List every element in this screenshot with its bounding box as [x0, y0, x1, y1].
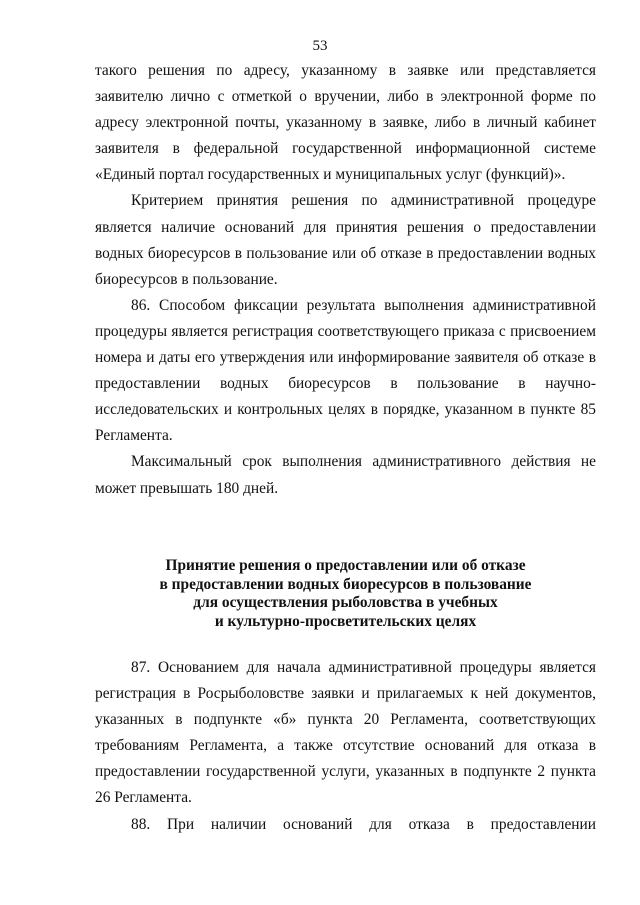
paragraph-88: 88. При наличии оснований для отказа в предоставлении	[131, 815, 596, 833]
heading-line: для осуществления рыболовства в учебных	[193, 594, 498, 611]
heading-line: в предоставлении водных биоресурсов в пользование	[159, 575, 532, 593]
section-heading	[95, 557, 596, 631]
page-number: 53	[312, 38, 328, 54]
heading-line: Принятие решения о предоставлении или об отказе	[165, 557, 526, 574]
text-block-bottom	[95, 655, 596, 838]
paragraph-continuation: такого решения по адресу, указанному в заявке или представляется заявителю лично с отметкой о вручении, либо в электронной форме по адресу электронной почты, указанному в заявке, либо в личный кабинет заявителя в федеральной государственной информационной системе «Единый портал государственных и муниципальных услуг (функций)».	[95, 62, 596, 184]
paragraph-criterion: Критерием принятия решения по административной процедуре является наличие оснований для принятия решения о предоставлении водных биоресурсов в пользование или об отказе в предоставлении водных биоресурсов в пользование.	[95, 192, 596, 288]
heading-line: и культурно-просветительских целях	[214, 612, 477, 630]
paragraph-max-term: Максимальный срок выполнения административного действия не может превышать 180 дней.	[95, 453, 596, 497]
text-block-top	[95, 58, 596, 502]
paragraph-86: 86. Способом фиксации результата выполнения административной процедуры является регистрация соответствующего приказа с присвоением номера и даты его утверждения или информирование заявителя об отказе в предоставлении водных биоресурсов в пользование в научно-исследовательских и контрольных целях в порядке, указанном в пункте 85 Регламента.	[95, 296, 596, 445]
paragraph-87: 87. Основанием для начала административной процедуры является регистрация в Росрыболовстве заявки и прилагаемых к ней документов, указанных в подпункте «б» пункта 20 Регламента, соответствующих требованиям Регламента, а также отсутствие оснований для отказа в предоставлении государственной услуги, указанных в подпункте 2 пункта 26 Регламента.	[95, 659, 596, 807]
